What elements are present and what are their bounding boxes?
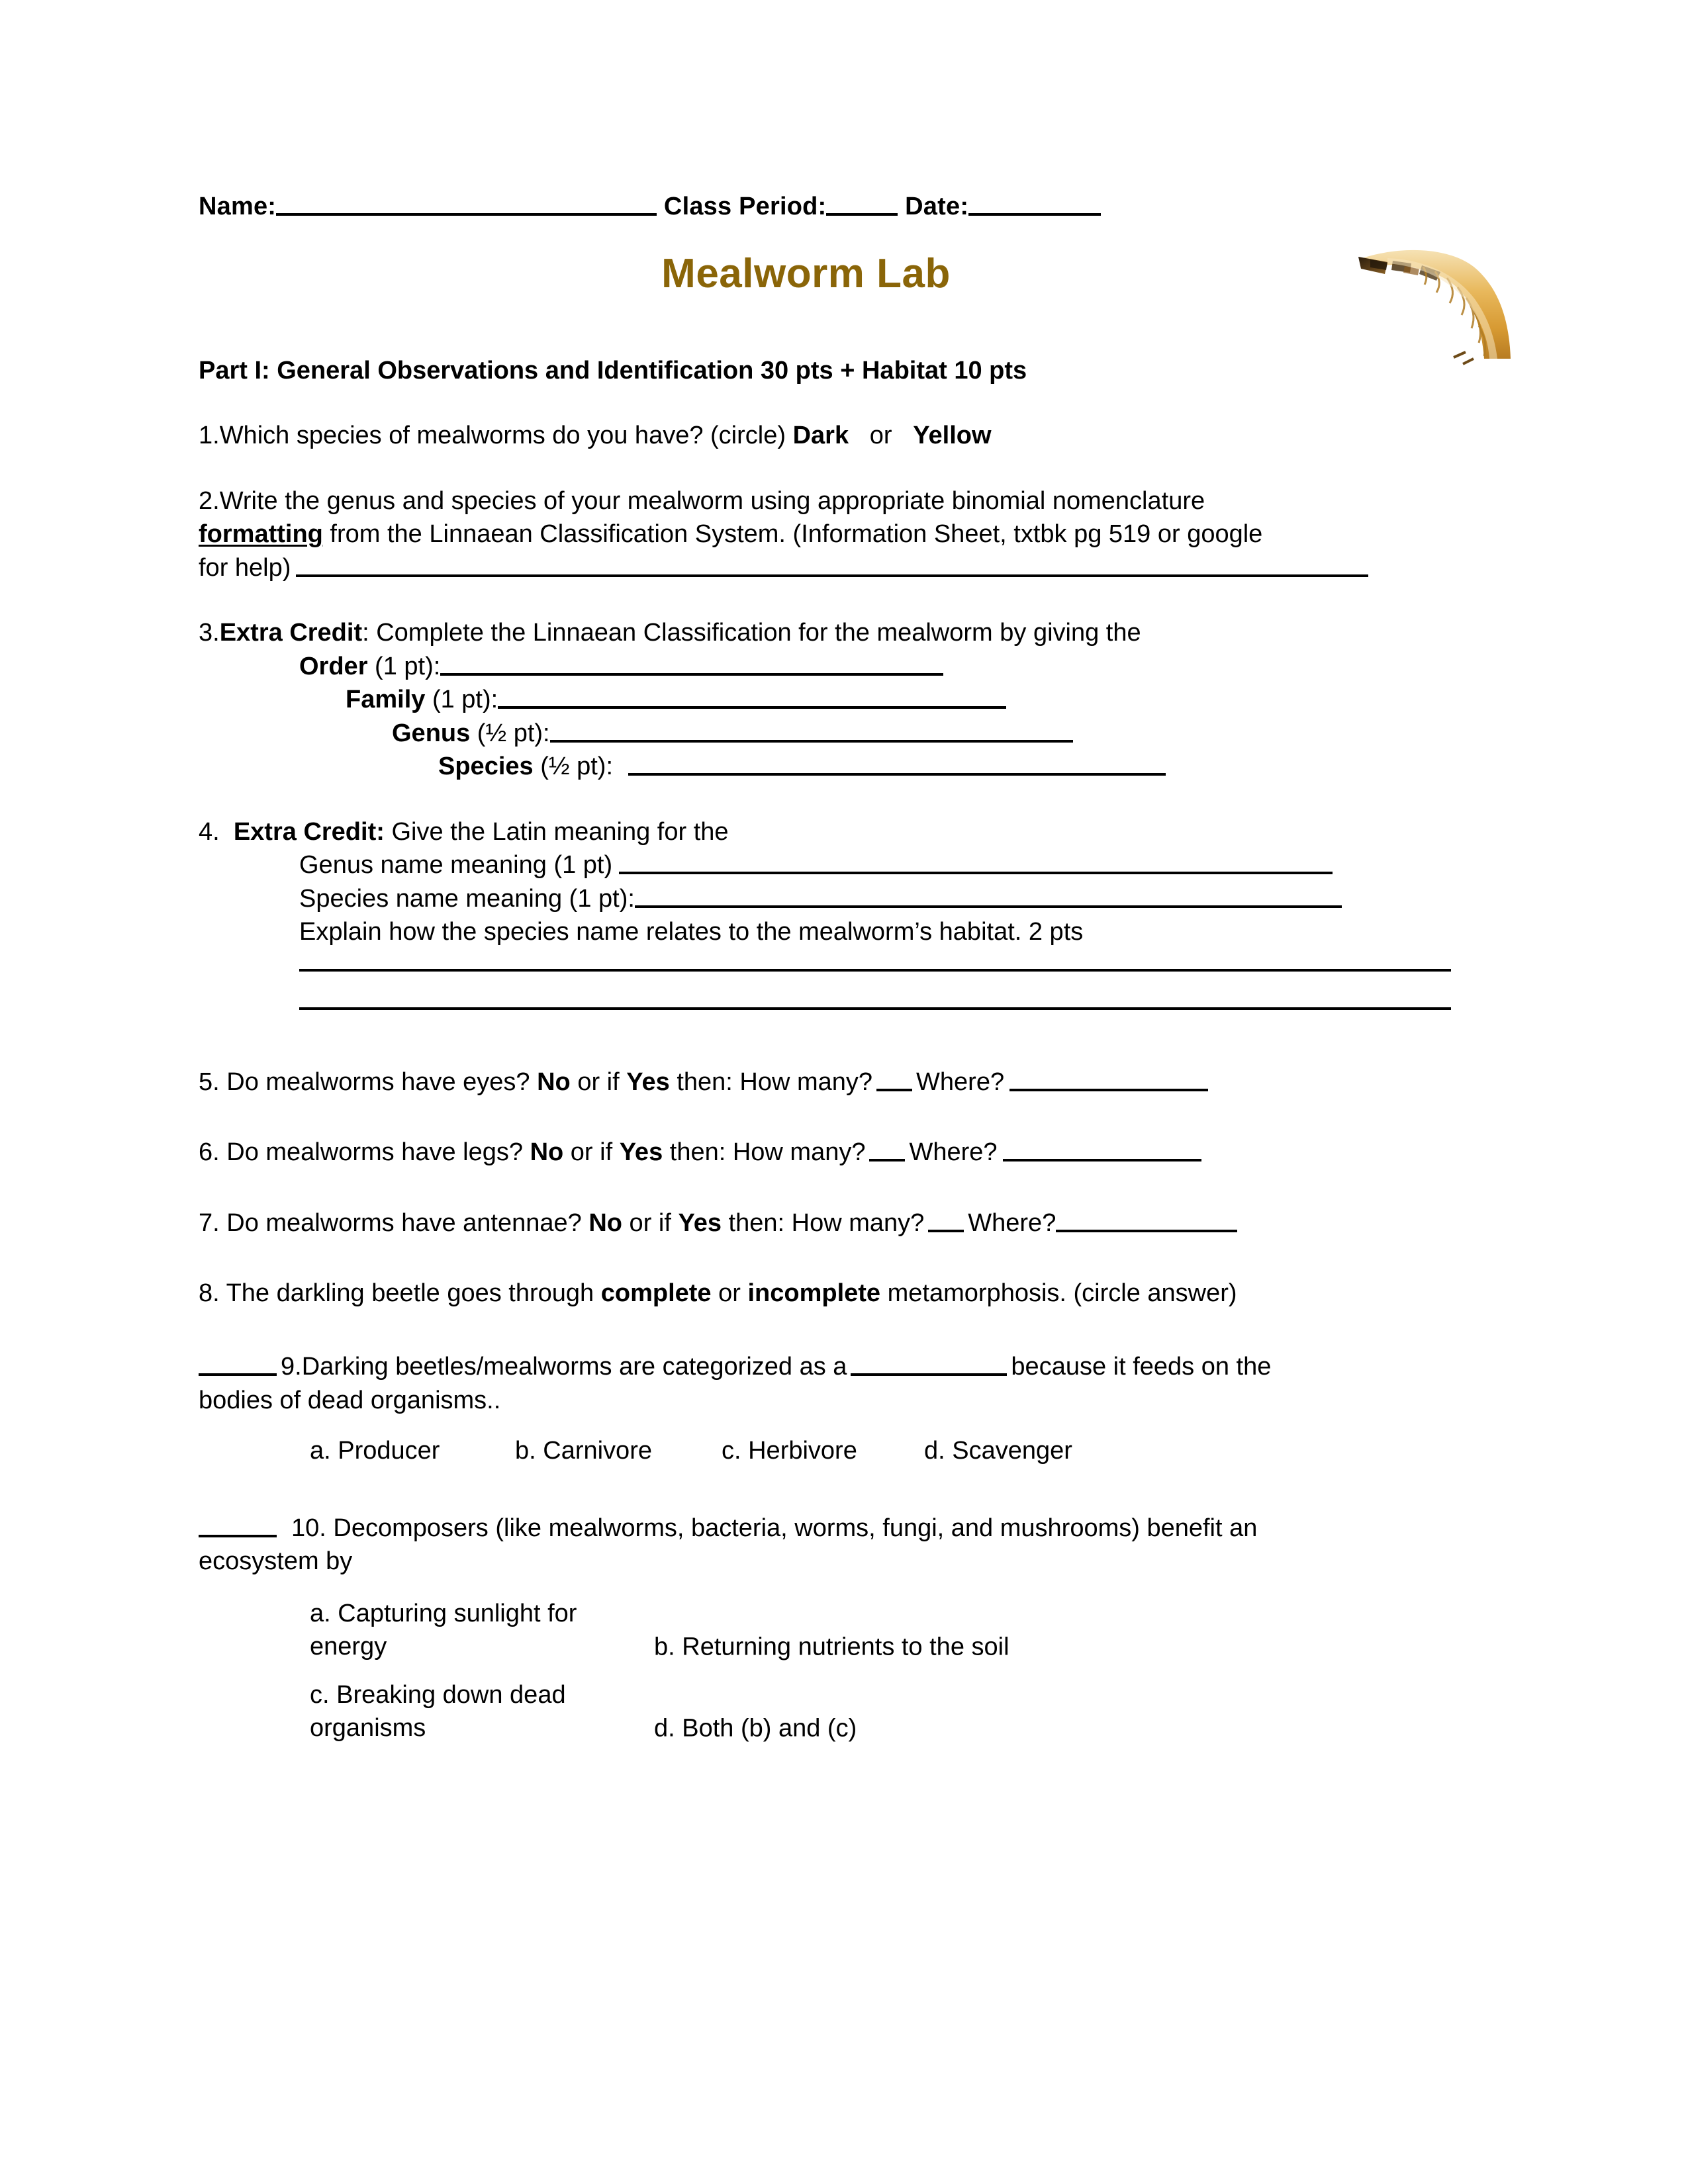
question-8-choice-incomplete[interactable]: incomplete	[747, 1279, 881, 1308]
question-2-line-1: 2.Write the genus and species of your mealworm using appropriate binomial nomenclature	[199, 486, 1205, 515]
question-5-where-label: Where?	[916, 1068, 1005, 1096]
genus-blank[interactable]	[550, 740, 1073, 743]
title-row	[199, 251, 1453, 331]
species-blank[interactable]	[628, 773, 1166, 776]
question-4-extra-credit-label: Extra Credit:	[233, 817, 385, 846]
question-2-line-3-text: for help)	[199, 553, 291, 582]
rank-points-species: (½ pt):	[533, 752, 620, 781]
question-9-number: 9.	[281, 1353, 302, 1381]
question-1-text: 1.Which species of mealworms do you have? (circle)	[199, 421, 786, 449]
question-10-number: 10.	[291, 1514, 326, 1542]
question-10-text: Decomposers (like mealworms, bacteria, worms, fungi, and mushrooms) benefit an	[326, 1514, 1258, 1542]
question-5-text: 5. Do mealworms have eyes?	[199, 1068, 538, 1096]
question-1-conjunction: or	[869, 421, 892, 449]
question-9-option-c[interactable]: c. Herbivore	[722, 1437, 857, 1465]
date-label: Date:	[905, 193, 969, 220]
student-info-line	[199, 192, 1453, 222]
genus-meaning-label: Genus name meaning (1 pt)	[299, 851, 613, 880]
question-6-mid-2: then: How many?	[663, 1138, 866, 1167]
question-4-text: Give the Latin meaning for the	[384, 817, 729, 846]
question-3	[199, 616, 1453, 784]
question-7-mid-1: or if	[622, 1208, 679, 1237]
question-4-answer-line-1[interactable]	[299, 969, 1451, 972]
question-5-no[interactable]: No	[537, 1068, 571, 1096]
question-7	[199, 1206, 1453, 1240]
question-7-where-label: Where?	[968, 1208, 1056, 1237]
question-9	[199, 1350, 1453, 1468]
question-6-where-blank[interactable]	[1003, 1159, 1201, 1161]
question-7-howmany-blank[interactable]	[928, 1230, 964, 1232]
rank-points-family: (1 pt):	[425, 686, 498, 714]
question-4	[199, 815, 1453, 1010]
question-4-number: 4.	[199, 817, 220, 846]
question-10-options-row-2	[310, 1678, 1453, 1745]
question-10-line-2: ecosystem by	[199, 1547, 353, 1576]
question-9-inline-blank[interactable]	[851, 1373, 1007, 1376]
species-meaning-blank[interactable]	[635, 905, 1342, 908]
question-1-choice-dark[interactable]: Dark	[792, 421, 849, 449]
page-title: Mealworm Lab	[661, 250, 951, 296]
question-6-no[interactable]: No	[530, 1138, 564, 1167]
question-2-answer-blank[interactable]	[296, 574, 1368, 577]
question-4-explain-label: Explain how the species name relates to the mealworm’s habitat. 2 pts	[299, 918, 1084, 946]
question-5-yes[interactable]: Yes	[626, 1068, 670, 1096]
mealworm-photo	[1324, 236, 1516, 365]
question-4-answer-line-2[interactable]	[299, 1007, 1451, 1010]
question-3-row-family	[199, 683, 1453, 717]
question-2-line-2	[199, 518, 1453, 551]
question-8-text: 8. The darkling beetle goes through	[199, 1279, 601, 1308]
species-meaning-label: Species name meaning (1 pt):	[299, 884, 635, 913]
question-6	[199, 1136, 1453, 1169]
question-8-conjunction: or	[711, 1279, 748, 1308]
question-9-line-1	[199, 1350, 1453, 1384]
question-9-answer-blank[interactable]	[199, 1373, 277, 1376]
question-10-option-d[interactable]: d. Both (b) and (c)	[654, 1714, 857, 1743]
question-2-line-2-rest: from the Linnaean Classification System. (Information Sheet, txtbk pg 519 or google	[322, 520, 1263, 549]
rank-label-order: Order	[299, 652, 368, 680]
question-9-options	[199, 1434, 1453, 1468]
class-period-blank[interactable]	[826, 213, 898, 216]
question-6-where-label: Where?	[909, 1138, 998, 1167]
rank-label-species: Species	[438, 752, 534, 781]
question-4-answer-line-1-row	[199, 969, 1453, 972]
question-4-prompt	[199, 815, 1453, 849]
genus-meaning-blank[interactable]	[619, 872, 1333, 874]
date-blank[interactable]	[968, 213, 1101, 216]
question-3-number: 3.	[199, 619, 220, 647]
question-10-option-c[interactable]: c. Breaking down dead organisms	[310, 1680, 566, 1743]
question-8	[199, 1277, 1453, 1310]
question-8-choice-complete[interactable]: complete	[600, 1279, 712, 1308]
question-4-species-meaning	[199, 882, 1453, 916]
question-5-where-blank[interactable]	[1009, 1089, 1208, 1091]
name-blank[interactable]	[276, 213, 657, 216]
question-6-mid-1: or if	[563, 1138, 620, 1167]
question-2-emphasis: formatting	[199, 520, 323, 549]
rank-label-family: Family	[346, 686, 426, 714]
question-1	[199, 419, 1453, 453]
question-6-howmany-blank[interactable]	[869, 1159, 905, 1161]
question-10-option-a[interactable]: a. Capturing sunlight for energy	[310, 1599, 577, 1661]
question-9-option-a[interactable]: a. Producer	[310, 1437, 440, 1465]
question-6-text: 6. Do mealworms have legs?	[199, 1138, 530, 1167]
question-6-yes[interactable]: Yes	[619, 1138, 663, 1167]
order-blank[interactable]	[440, 673, 943, 676]
question-4-answer-line-2-row	[199, 1007, 1453, 1010]
family-blank[interactable]	[498, 706, 1006, 709]
question-7-yes[interactable]: Yes	[678, 1208, 722, 1237]
question-3-row-order	[199, 650, 1453, 684]
question-1-choice-yellow[interactable]: Yellow	[913, 421, 992, 449]
name-label: Name:	[199, 193, 277, 220]
question-10	[199, 1512, 1453, 1745]
question-10-line-1	[199, 1512, 1453, 1545]
question-10-answer-blank[interactable]	[199, 1535, 277, 1537]
question-5-mid-1: or if	[570, 1068, 627, 1096]
question-2-line-3	[199, 551, 1453, 585]
question-7-no[interactable]: No	[588, 1208, 622, 1237]
rank-points-genus: (½ pt):	[470, 719, 550, 747]
question-9-line-2: bodies of dead organisms..	[199, 1386, 501, 1414]
question-10-option-b[interactable]: b. Returning nutrients to the soil	[654, 1633, 1009, 1661]
question-3-text: : Complete the Linnaean Classification for the mealworm by giving the	[362, 619, 1141, 647]
question-9-text-b: because it feeds on the	[1011, 1353, 1272, 1381]
part-heading: Part I: General Observations and Identification 30 pts + Habitat 10 pts	[199, 356, 1027, 385]
question-10-options-row-1	[310, 1597, 1453, 1664]
question-7-mid-2: then: How many?	[722, 1208, 925, 1237]
question-7-where-blank[interactable]	[1056, 1230, 1237, 1232]
rank-label-genus: Genus	[392, 719, 471, 747]
question-2	[199, 484, 1453, 585]
mealworm-illustration	[1324, 236, 1516, 365]
question-10-options	[199, 1597, 1453, 1745]
question-9-option-b[interactable]: b. Carnivore	[515, 1437, 652, 1465]
question-3-row-genus	[199, 717, 1453, 751]
question-5-howmany-blank[interactable]	[876, 1089, 912, 1091]
class-period-label: Class Period:	[663, 193, 827, 220]
question-9-text-a: Darking beetles/mealworms are categorized as a	[301, 1353, 847, 1381]
question-8-post: metamorphosis. (circle answer)	[880, 1279, 1237, 1308]
question-3-prompt	[199, 616, 1453, 650]
question-5-mid-2: then: How many?	[669, 1068, 873, 1096]
question-3-row-species	[199, 750, 1453, 784]
question-3-extra-credit-label: Extra Credit	[219, 619, 363, 647]
question-5	[199, 1066, 1453, 1099]
rank-points-order: (1 pt):	[367, 652, 441, 680]
question-4-genus-meaning	[199, 848, 1453, 882]
question-7-text: 7. Do mealworms have antennae?	[199, 1208, 589, 1237]
question-9-option-d[interactable]: d. Scavenger	[924, 1437, 1072, 1465]
